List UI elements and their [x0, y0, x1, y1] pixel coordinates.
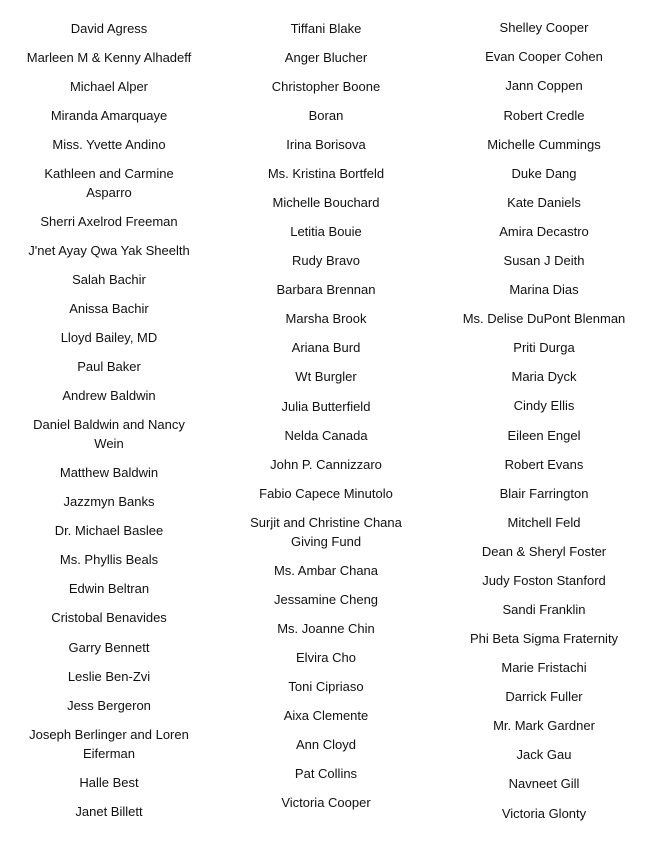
name-entry: Ms. Phyllis Beals [59, 552, 159, 567]
name-entry: Pat Collins [294, 766, 358, 781]
name-entry: Miss. Yvette Andino [52, 137, 166, 152]
name-entry: Julia Butterfield [281, 399, 371, 414]
name-entry: Nelda Canada [284, 428, 368, 443]
name-entry: Surjit and Christine Chana Giving Fund [250, 515, 402, 549]
name-entry: Jessamine Cheng [273, 592, 379, 607]
name-entry: Victoria Glonty [501, 806, 587, 821]
name-entry: Jann Coppen [505, 78, 583, 93]
name-entry: Jess Bergeron [67, 698, 151, 713]
name-entry: Elvira Cho [296, 650, 356, 665]
name-entry: Anissa Bachir [69, 301, 149, 316]
name-entry: John P. Cannizzaro [270, 457, 382, 472]
name-entry: Judy Foston Stanford [482, 573, 606, 588]
name-entry: Dean & Sheryl Foster [481, 544, 607, 559]
name-entry: Lloyd Bailey, MD [60, 330, 158, 345]
name-entry: Robert Evans [504, 457, 584, 472]
name-entry: David Agress [70, 21, 148, 36]
name-entry: Cindy Ellis [513, 398, 575, 413]
name-entry: Salah Bachir [72, 272, 146, 287]
name-entry: Wt Burgler [295, 369, 357, 384]
name-entry: Amira Decastro [499, 224, 589, 239]
name-entry: Cristobal Benavides [51, 610, 167, 625]
name-entry: Garry Bennett [68, 640, 150, 655]
name-entry: Aixa Clemente [283, 708, 369, 723]
name-entry: Michelle Bouchard [272, 195, 380, 210]
name-entry: J'net Ayay Qwa Yak Sheelth [28, 243, 190, 258]
name-entry: Daniel Baldwin and Nancy Wein [33, 417, 185, 451]
name-entry: Marleen M & Kenny Alhadeff [26, 50, 192, 65]
name-entry: Navneet Gill [508, 776, 580, 791]
name-entry: Marina Dias [509, 282, 579, 297]
name-entry: Phi Beta Sigma Fraternity [469, 631, 619, 646]
name-entry: Mitchell Feld [507, 515, 581, 530]
name-entry: Miranda Amarquaye [50, 108, 168, 123]
name-entry: Matthew Baldwin [59, 465, 159, 480]
name-entry: Anger Blucher [284, 50, 368, 65]
name-entry: Priti Durga [513, 340, 575, 355]
name-entry: Evan Cooper Cohen [485, 49, 603, 64]
name-entry: Rudy Bravo [292, 253, 360, 268]
name-entry: Andrew Baldwin [62, 388, 156, 403]
name-entry: Kate Daniels [507, 195, 581, 210]
name-entry: Boran [308, 108, 344, 123]
name-entry: Shelley Cooper [499, 20, 589, 35]
name-entry: Irina Borisova [286, 137, 366, 152]
name-entry: Toni Cipriaso [288, 679, 364, 694]
name-entry: Susan J Deith [503, 253, 585, 268]
name-entry: Barbara Brennan [276, 282, 376, 297]
name-entry: Ariana Burd [291, 340, 361, 355]
name-entry: Ms. Kristina Bortfeld [267, 166, 385, 181]
name-entry: Duke Dang [511, 166, 577, 181]
name-entry: Marie Fristachi [501, 660, 587, 675]
name-entry: Edwin Beltran [68, 581, 150, 596]
name-entry: Ann Cloyd [296, 737, 356, 752]
name-entry: Christopher Boone [271, 79, 381, 94]
name-entry: Dr. Michael Baslee [54, 523, 164, 538]
name-entry: Sherri Axelrod Freeman [40, 214, 178, 229]
name-entry: Michelle Cummings [487, 137, 601, 152]
name-entry: Tiffani Blake [290, 21, 362, 36]
name-entry: Fabio Capece Minutolo [259, 486, 393, 501]
name-entry: Paul Baker [77, 359, 141, 374]
name-entry: Letitia Bouie [290, 224, 362, 239]
name-entry: Halle Best [79, 775, 139, 790]
name-entry: Michael Alper [69, 79, 149, 94]
name-entry: Blair Farrington [499, 486, 589, 501]
name-entry: Ms. Ambar Chana [273, 563, 379, 578]
name-entry: Eileen Engel [507, 428, 581, 443]
name-entry: Sandi Franklin [502, 602, 586, 617]
name-entry: Marsha Brook [285, 311, 367, 326]
name-entry: Robert Credle [503, 108, 585, 123]
name-entry: Darrick Fuller [505, 689, 583, 704]
name-entry: Janet Billett [75, 804, 143, 819]
name-entry: Ms. Joanne Chin [277, 621, 375, 636]
name-entry: Jack Gau [516, 747, 572, 762]
name-entry: Jazzmyn Banks [63, 494, 155, 509]
name-entry: Maria Dyck [511, 369, 577, 384]
name-entry: Victoria Cooper [281, 795, 371, 810]
name-entry: Kathleen and Carmine Asparro [44, 166, 174, 200]
name-entry: Mr. Mark Gardner [493, 718, 595, 733]
name-entry: Leslie Ben-Zvi [67, 669, 151, 684]
name-entry: Ms. Delise DuPont Blenman [462, 311, 626, 326]
name-entry: Joseph Berlinger and Loren Eiferman [29, 727, 189, 761]
